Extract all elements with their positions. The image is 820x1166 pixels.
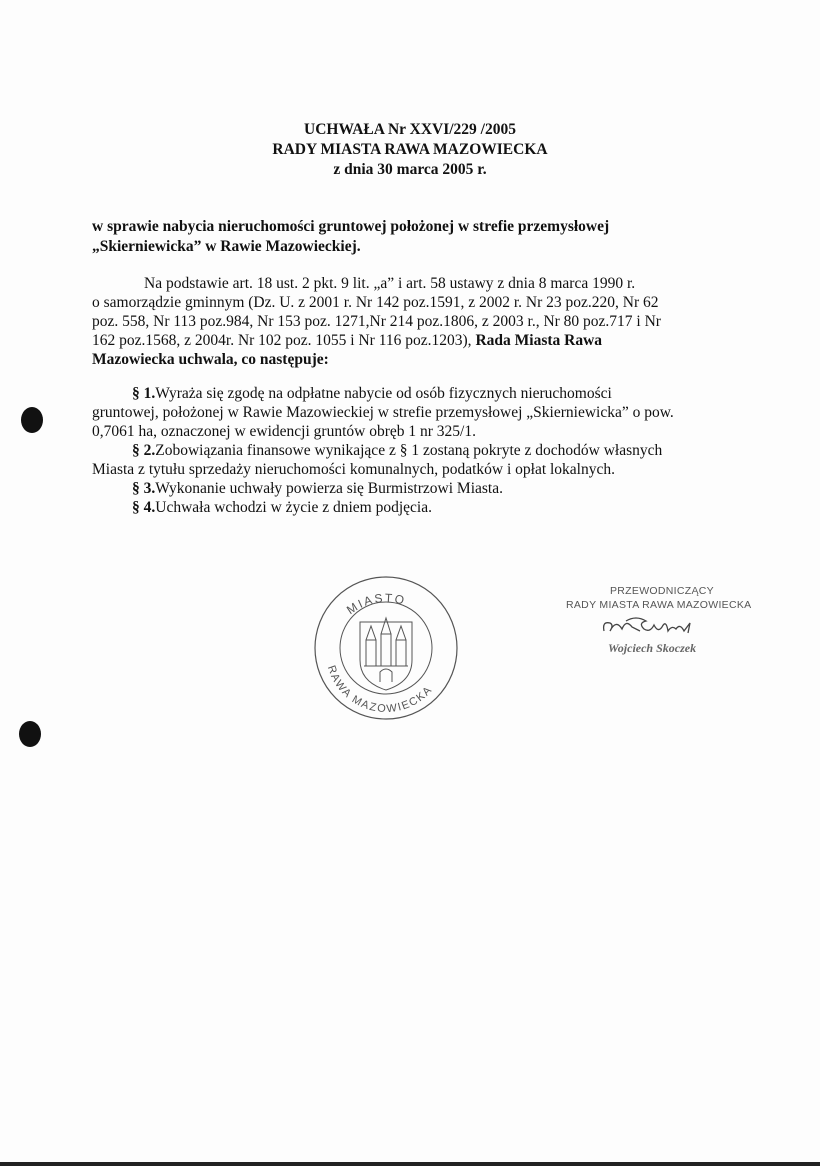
paragraph-number: § 3. [132, 480, 156, 497]
basis-line-1: Na podstawie art. 18 ust. 2 pkt. 9 lit. „a” i art. 58 ustawy z dnia 8 marca 1990 r. [144, 275, 636, 292]
legal-basis [92, 274, 667, 369]
punch-hole-top [21, 407, 43, 433]
scan-bottom-edge [0, 1162, 820, 1166]
paragraph-1-line-1 [92, 384, 692, 403]
basis-line-2: o samorządzie gminnym (Dz. U. z 2001 r. Nr 142 poz.1591, z 2002 r. Nr 23 poz.220, Nr 62 [92, 294, 659, 311]
signature-title: PRZEWODNICZĄCY [610, 585, 714, 597]
basis-line-4-bold: Rada Miasta Rawa [475, 332, 603, 349]
signatory-name: Wojciech Skoczek [608, 641, 697, 655]
handwritten-signature-icon [600, 613, 720, 639]
subject-line-2: „Skierniewicka” w Rawie Mazowieckiej. [92, 238, 361, 255]
chairman-signature-block [560, 585, 760, 665]
basis-line-4-plain: 162 poz.1568, z 2004r. Nr 102 poz. 1055 i Nr 116 poz.1203), [92, 332, 476, 349]
paragraph-1-line-3: 0,7061 ha, oznaczonej w ewidencji gruntów obręb 1 nr 325/1. [92, 423, 476, 440]
resolution-date: z dnia 30 marca 2005 r. [333, 161, 487, 178]
city-seal-stamp [312, 574, 460, 722]
seal-text-top: MIASTO [344, 590, 408, 618]
basis-line-4 [92, 331, 667, 350]
council-name: RADY MIASTA RAWA MAZOWIECKA [272, 141, 548, 158]
basis-line-3: poz. 558, Nr 113 poz.984, Nr 153 poz. 1271,Nr 214 poz.1806, z 2003 r., Nr 80 poz.717 i Nr [92, 313, 661, 330]
subject-line-1: w sprawie nabycia nieruchomości gruntowej położonej w strefie przemysłowej [92, 218, 610, 235]
punch-hole-bottom [19, 721, 41, 747]
paragraph-2-line-1 [92, 441, 692, 460]
paragraph-text: Uchwała wchodzi w życie z dniem podjęcia. [155, 499, 432, 516]
paragraph-text: Wykonanie uchwały powierza się Burmistrzowi Miasta. [155, 480, 503, 497]
signature-council: RADY MIASTA RAWA MAZOWIECKA [566, 599, 752, 611]
resolution-number: UCHWAŁA Nr XXVI/229 /2005 [304, 121, 516, 138]
paragraph-3 [92, 479, 692, 498]
paragraph-4 [92, 498, 692, 517]
seal-text-bottom: RAWA MAZOWIECKA [324, 664, 435, 716]
paragraph-number: § 4. [132, 499, 156, 516]
paragraph-text: Wyraża się zgodę na odpłatne nabycie od osób fizycznych nieruchomości [155, 385, 612, 402]
coat-of-arms-icon [360, 618, 412, 690]
resolution-paragraphs [92, 384, 692, 517]
paragraph-number: § 1. [132, 385, 156, 402]
paragraph-1-line-2: gruntowej, położonej w Rawie Mazowieckiej w strefie przemysłowej „Skierniewicka” o pow. [92, 404, 674, 421]
paragraph-text: Zobowiązania finansowe wynikające z § 1 zostaną pokryte z dochodów własnych [155, 442, 663, 459]
resolution-header [200, 120, 620, 180]
paragraph-2-line-2: Miasta z tytułu sprzedaży nieruchomości komunalnych, podatków i opłat lokalnych. [92, 461, 615, 478]
resolution-subject [92, 217, 682, 257]
paragraph-number: § 2. [132, 442, 156, 459]
basis-line-5: Mazowiecka uchwala, co następuje: [92, 351, 329, 368]
